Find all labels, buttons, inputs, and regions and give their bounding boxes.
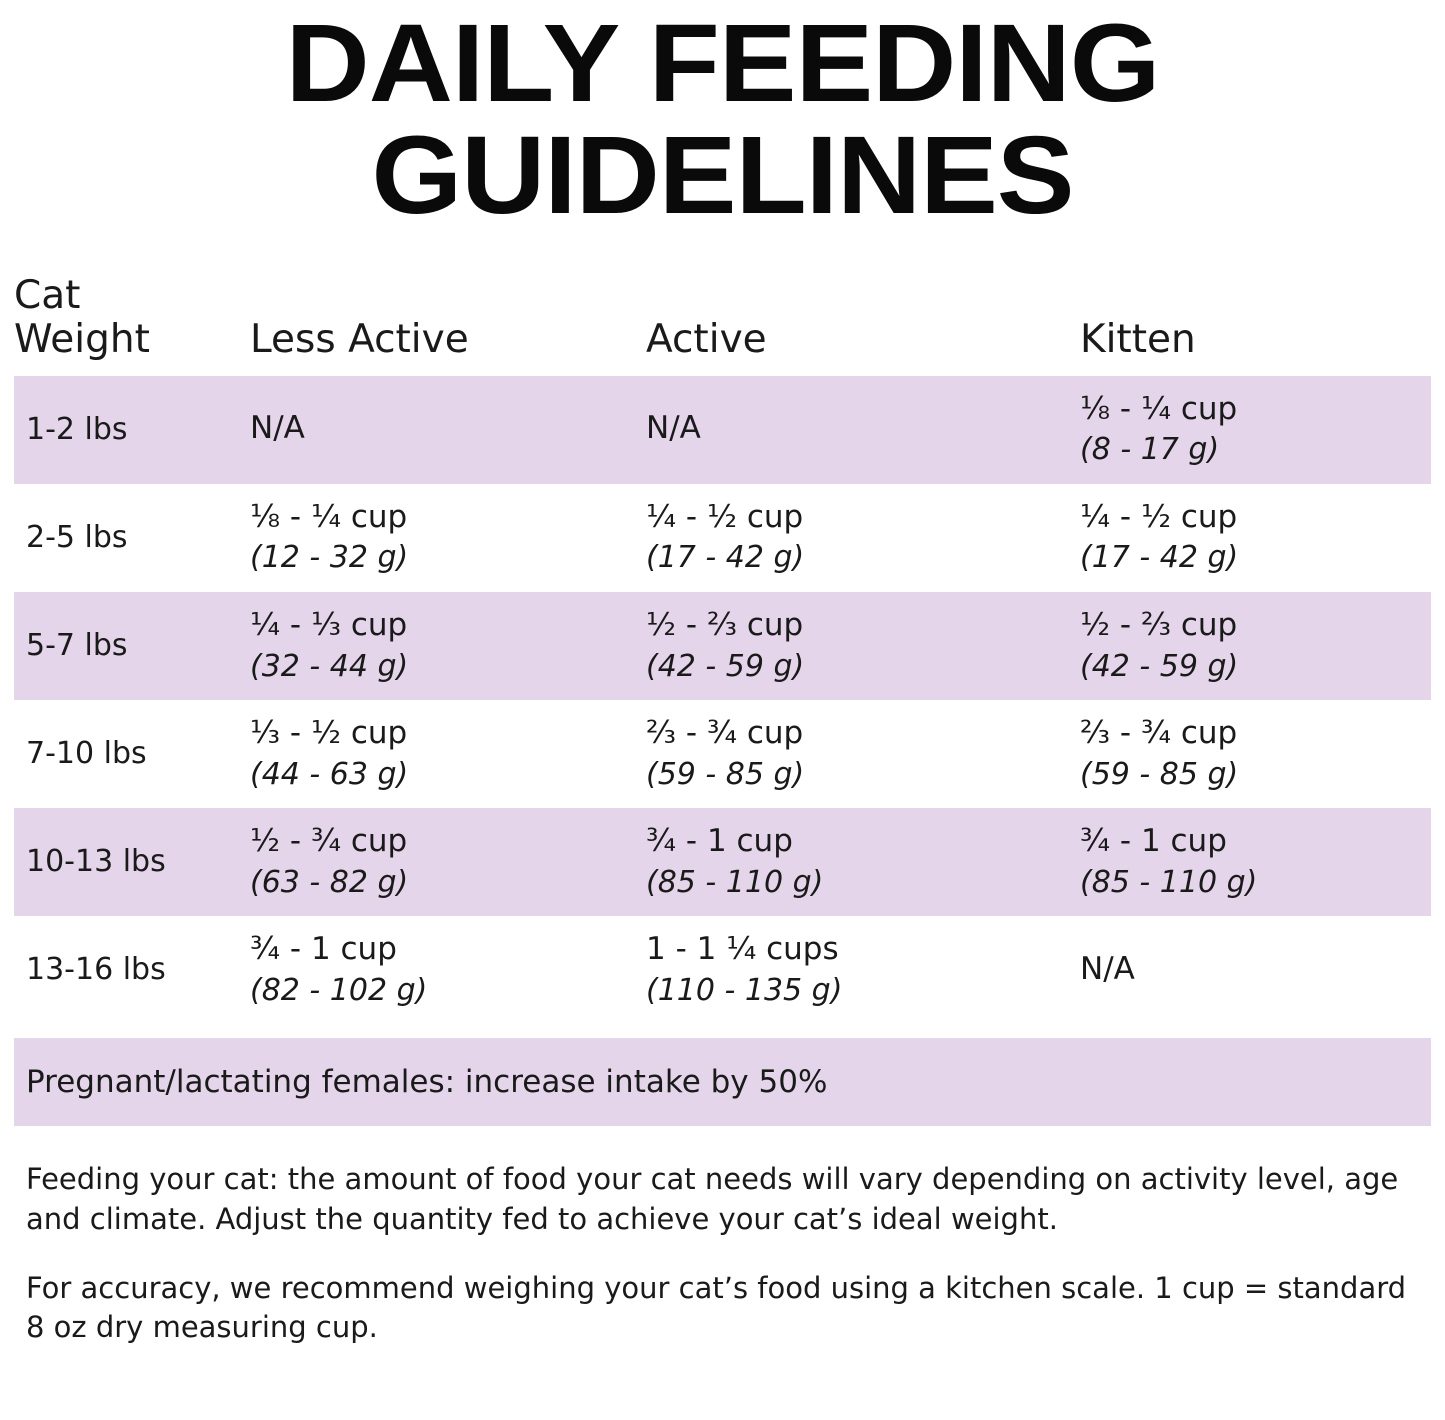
cell-amount: ⅔ - ¾ cup	[1080, 714, 1238, 751]
column-header-kitten: Kitten	[1080, 317, 1196, 363]
cell-grams: (59 - 85 g)	[646, 756, 805, 792]
cell-weight: 10-13 lbs	[14, 808, 232, 916]
cell-less-active	[232, 484, 632, 592]
cell-amount: ¾ - 1 cup	[250, 931, 397, 968]
pregnant-lactating-note: Pregnant/lactating females: increase intake by 50%	[14, 1038, 1431, 1126]
cell-kitten	[1064, 700, 1431, 808]
cell-amount: ¼ - ⅓ cup	[250, 606, 408, 643]
cell-amount: ¾ - 1 cup	[646, 822, 793, 859]
cell-grams: (8 - 17 g)	[1080, 432, 1220, 468]
cell-kitten	[1064, 808, 1431, 916]
cell-less-active	[232, 376, 632, 484]
cell-grams: (85 - 110 g)	[646, 864, 824, 900]
page-title	[14, 0, 1431, 238]
cell-grams: (85 - 110 g)	[1080, 864, 1258, 900]
cell-amount: ½ - ⅔ cup	[646, 606, 804, 643]
table-row	[14, 592, 1431, 700]
cell-grams: (17 - 42 g)	[1080, 540, 1239, 576]
table-header-row	[14, 274, 1431, 375]
cell-weight: 7-10 lbs	[26, 735, 147, 771]
cell-grams: (17 - 42 g)	[646, 540, 805, 576]
cell-amount: ½ - ¾ cup	[250, 822, 408, 859]
cell-grams: (42 - 59 g)	[1080, 648, 1239, 684]
cell-kitten	[1064, 592, 1431, 700]
cell-weight: 2-5 lbs	[26, 519, 128, 555]
column-header-cat-weight-line2: Weight	[14, 317, 150, 363]
cell-amount: ¼ - ½ cup	[646, 498, 804, 535]
cell-weight: 5-7 lbs	[14, 592, 232, 700]
cell-weight: 1-2 lbs	[14, 376, 232, 484]
cell-grams: (32 - 44 g)	[250, 648, 409, 684]
cell-weight: 13-16 lbs	[26, 951, 166, 987]
cell-kitten	[1064, 376, 1431, 484]
cell-grams: (82 - 102 g)	[250, 972, 428, 1008]
cell-amount: ⅛ - ¼ cup	[1080, 390, 1238, 427]
cell-amount: ⅛ - ¼ cup	[250, 498, 408, 535]
cell-active	[632, 592, 1064, 700]
column-header-less-active: Less Active	[250, 317, 469, 363]
cell-amount: 1 - 1 ¼ cups	[646, 931, 839, 968]
cell-grams: (12 - 32 g)	[250, 540, 409, 576]
title-line-2: GUIDELINES	[371, 114, 1074, 238]
footnote-feeding: Feeding your cat: the amount of food your cat needs will vary depending on activity level, age and climate. Adjust the quantity fed to achieve your cat’s ideal weight.	[26, 1162, 1399, 1236]
cell-grams: (44 - 63 g)	[250, 756, 409, 792]
cell-grams: (59 - 85 g)	[1080, 756, 1239, 792]
column-header-cat-weight-line1: Cat	[14, 273, 81, 319]
cell-grams: (63 - 82 g)	[250, 864, 409, 900]
cell-amount: ¾ - 1 cup	[1080, 822, 1227, 859]
table-row	[14, 700, 1431, 808]
cell-active	[632, 916, 1064, 1024]
cell-grams: (110 - 135 g)	[646, 972, 843, 1008]
title-line-1: DAILY FEEDING	[285, 2, 1160, 125]
cell-amount: N/A	[250, 409, 305, 446]
cell-amount: ⅔ - ¾ cup	[646, 714, 804, 751]
table-row	[14, 376, 1431, 484]
table-row	[14, 916, 1431, 1024]
cell-amount: ¼ - ½ cup	[1080, 498, 1238, 535]
footnotes	[14, 1160, 1431, 1348]
cell-active	[632, 808, 1064, 916]
cell-less-active	[232, 592, 632, 700]
table-row	[14, 484, 1431, 592]
column-header-active: Active	[646, 317, 767, 363]
cell-active	[632, 700, 1064, 808]
cell-amount: ⅓ - ½ cup	[250, 714, 408, 751]
cell-less-active	[232, 916, 632, 1024]
cell-active	[632, 484, 1064, 592]
footnote-accuracy: For accuracy, we recommend weighing your cat’s food using a kitchen scale. 1 cup = standard 8 oz dry measuring cup.	[26, 1270, 1407, 1345]
cell-kitten	[1064, 484, 1431, 592]
cell-grams: (42 - 59 g)	[646, 648, 805, 684]
cell-amount: N/A	[1080, 951, 1135, 988]
cell-active	[632, 376, 1064, 484]
column-header-cat-weight	[14, 274, 232, 375]
cell-less-active	[232, 700, 632, 808]
cell-kitten	[1064, 916, 1431, 1024]
cell-amount: ½ - ⅔ cup	[1080, 606, 1238, 643]
cell-less-active	[232, 808, 632, 916]
table-row	[14, 808, 1431, 916]
cell-amount: N/A	[646, 409, 701, 446]
feeding-table	[14, 274, 1431, 1024]
